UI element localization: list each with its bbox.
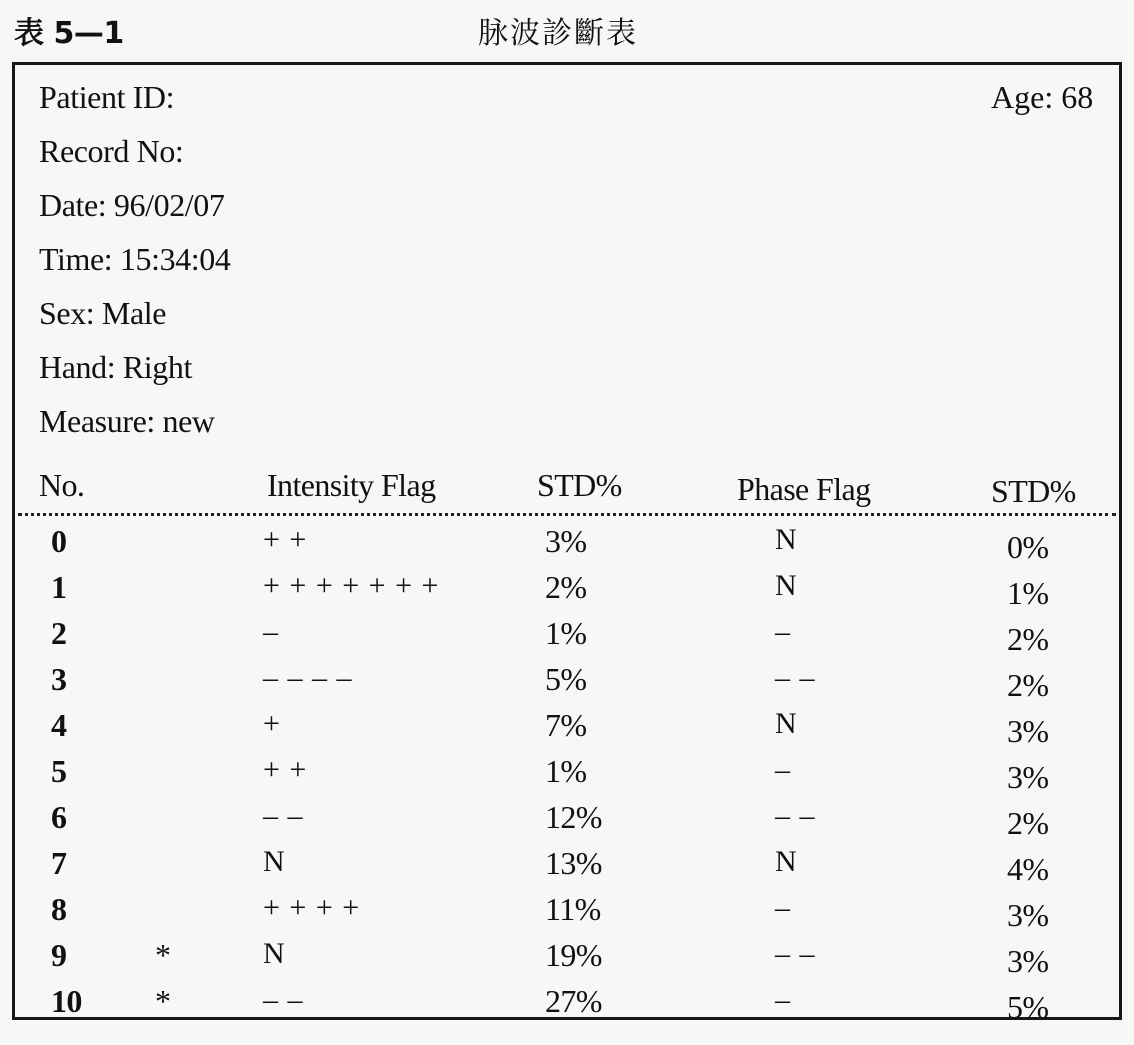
intensity-flag: N — [263, 845, 286, 878]
row-number: 4 — [51, 707, 67, 743]
intensity-std: 1% — [545, 615, 587, 651]
intensity-std: 1% — [545, 753, 587, 789]
patient-id-label: Patient ID: — [39, 79, 175, 115]
column-header-no: No. — [39, 467, 85, 503]
header-divider — [18, 513, 1116, 516]
row-number: 0 — [51, 523, 67, 559]
phase-std: 1% — [1007, 575, 1049, 611]
intensity-std: 5% — [545, 661, 587, 697]
intensity-std: 11% — [545, 891, 601, 927]
intensity-flag: – – – – — [263, 661, 353, 694]
record-no-label: Record No: — [39, 133, 184, 169]
phase-std: 2% — [1007, 667, 1049, 703]
sex-field: Sex: Male — [39, 295, 167, 331]
phase-flag: – – — [775, 937, 816, 970]
intensity-std: 19% — [545, 937, 602, 973]
row-number: 5 — [51, 753, 67, 789]
intensity-flag: + + + + + + + — [263, 569, 440, 602]
phase-std: 4% — [1007, 851, 1049, 887]
phase-flag: N — [775, 569, 798, 602]
intensity-std: 13% — [545, 845, 602, 881]
phase-flag: – — [775, 983, 791, 1016]
column-header-phase-flag: Phase Flag — [737, 471, 871, 507]
row-number: 10 — [51, 983, 82, 1019]
table-label: 表 5—1 — [14, 16, 124, 51]
phase-flag: – – — [775, 661, 816, 694]
intensity-std: 2% — [545, 569, 587, 605]
phase-flag: – — [775, 753, 791, 786]
column-header-std1: STD% — [537, 467, 622, 503]
phase-flag: N — [775, 707, 798, 740]
phase-std: 0% — [1007, 529, 1049, 565]
row-number: 8 — [51, 891, 67, 927]
phase-std: 3% — [1007, 897, 1049, 933]
phase-flag: – — [775, 615, 791, 648]
age-field: Age: 68 — [991, 79, 1094, 115]
column-header-intensity-flag: Intensity Flag — [267, 467, 436, 503]
row-number: 3 — [51, 661, 67, 697]
row-number: 9 — [51, 937, 67, 973]
intensity-std: 27% — [545, 983, 602, 1019]
phase-std: 2% — [1007, 621, 1049, 657]
measure-field: Measure: new — [39, 403, 215, 439]
row-number: 2 — [51, 615, 67, 651]
phase-flag: – – — [775, 799, 816, 832]
diagnosis-form — [12, 62, 1122, 1025]
phase-flag: N — [775, 845, 798, 878]
phase-flag: N — [775, 523, 798, 556]
intensity-std: 7% — [545, 707, 587, 743]
intensity-flag: – — [263, 615, 279, 648]
hand-field: Hand: Right — [39, 349, 192, 385]
intensity-std: 3% — [545, 523, 587, 559]
intensity-flag: N — [263, 937, 286, 970]
date-field: Date: 96/02/07 — [39, 187, 225, 223]
phase-flag: – — [775, 891, 791, 924]
intensity-flag: + + + + — [263, 891, 361, 924]
intensity-flag: – – — [263, 799, 304, 832]
time-field: Time: 15:34:04 — [39, 241, 231, 277]
row-asterisk-mark: * — [155, 937, 171, 973]
phase-std: 3% — [1007, 759, 1049, 795]
intensity-std: 12% — [545, 799, 602, 835]
row-asterisk-mark: * — [155, 983, 171, 1019]
intensity-flag: + — [263, 707, 281, 740]
row-number: 1 — [51, 569, 67, 605]
column-header-std2: STD% — [991, 473, 1076, 509]
row-number: 6 — [51, 799, 67, 835]
document-title: 脉波診斷表 — [478, 16, 638, 51]
phase-std: 3% — [1007, 943, 1049, 979]
intensity-flag: + + — [263, 753, 308, 786]
phase-std: 2% — [1007, 805, 1049, 841]
row-number: 7 — [51, 845, 67, 881]
intensity-flag: + + — [263, 523, 308, 556]
phase-std: 3% — [1007, 713, 1049, 749]
intensity-flag: – – — [263, 983, 304, 1016]
phase-std: 5% — [1007, 989, 1049, 1025]
